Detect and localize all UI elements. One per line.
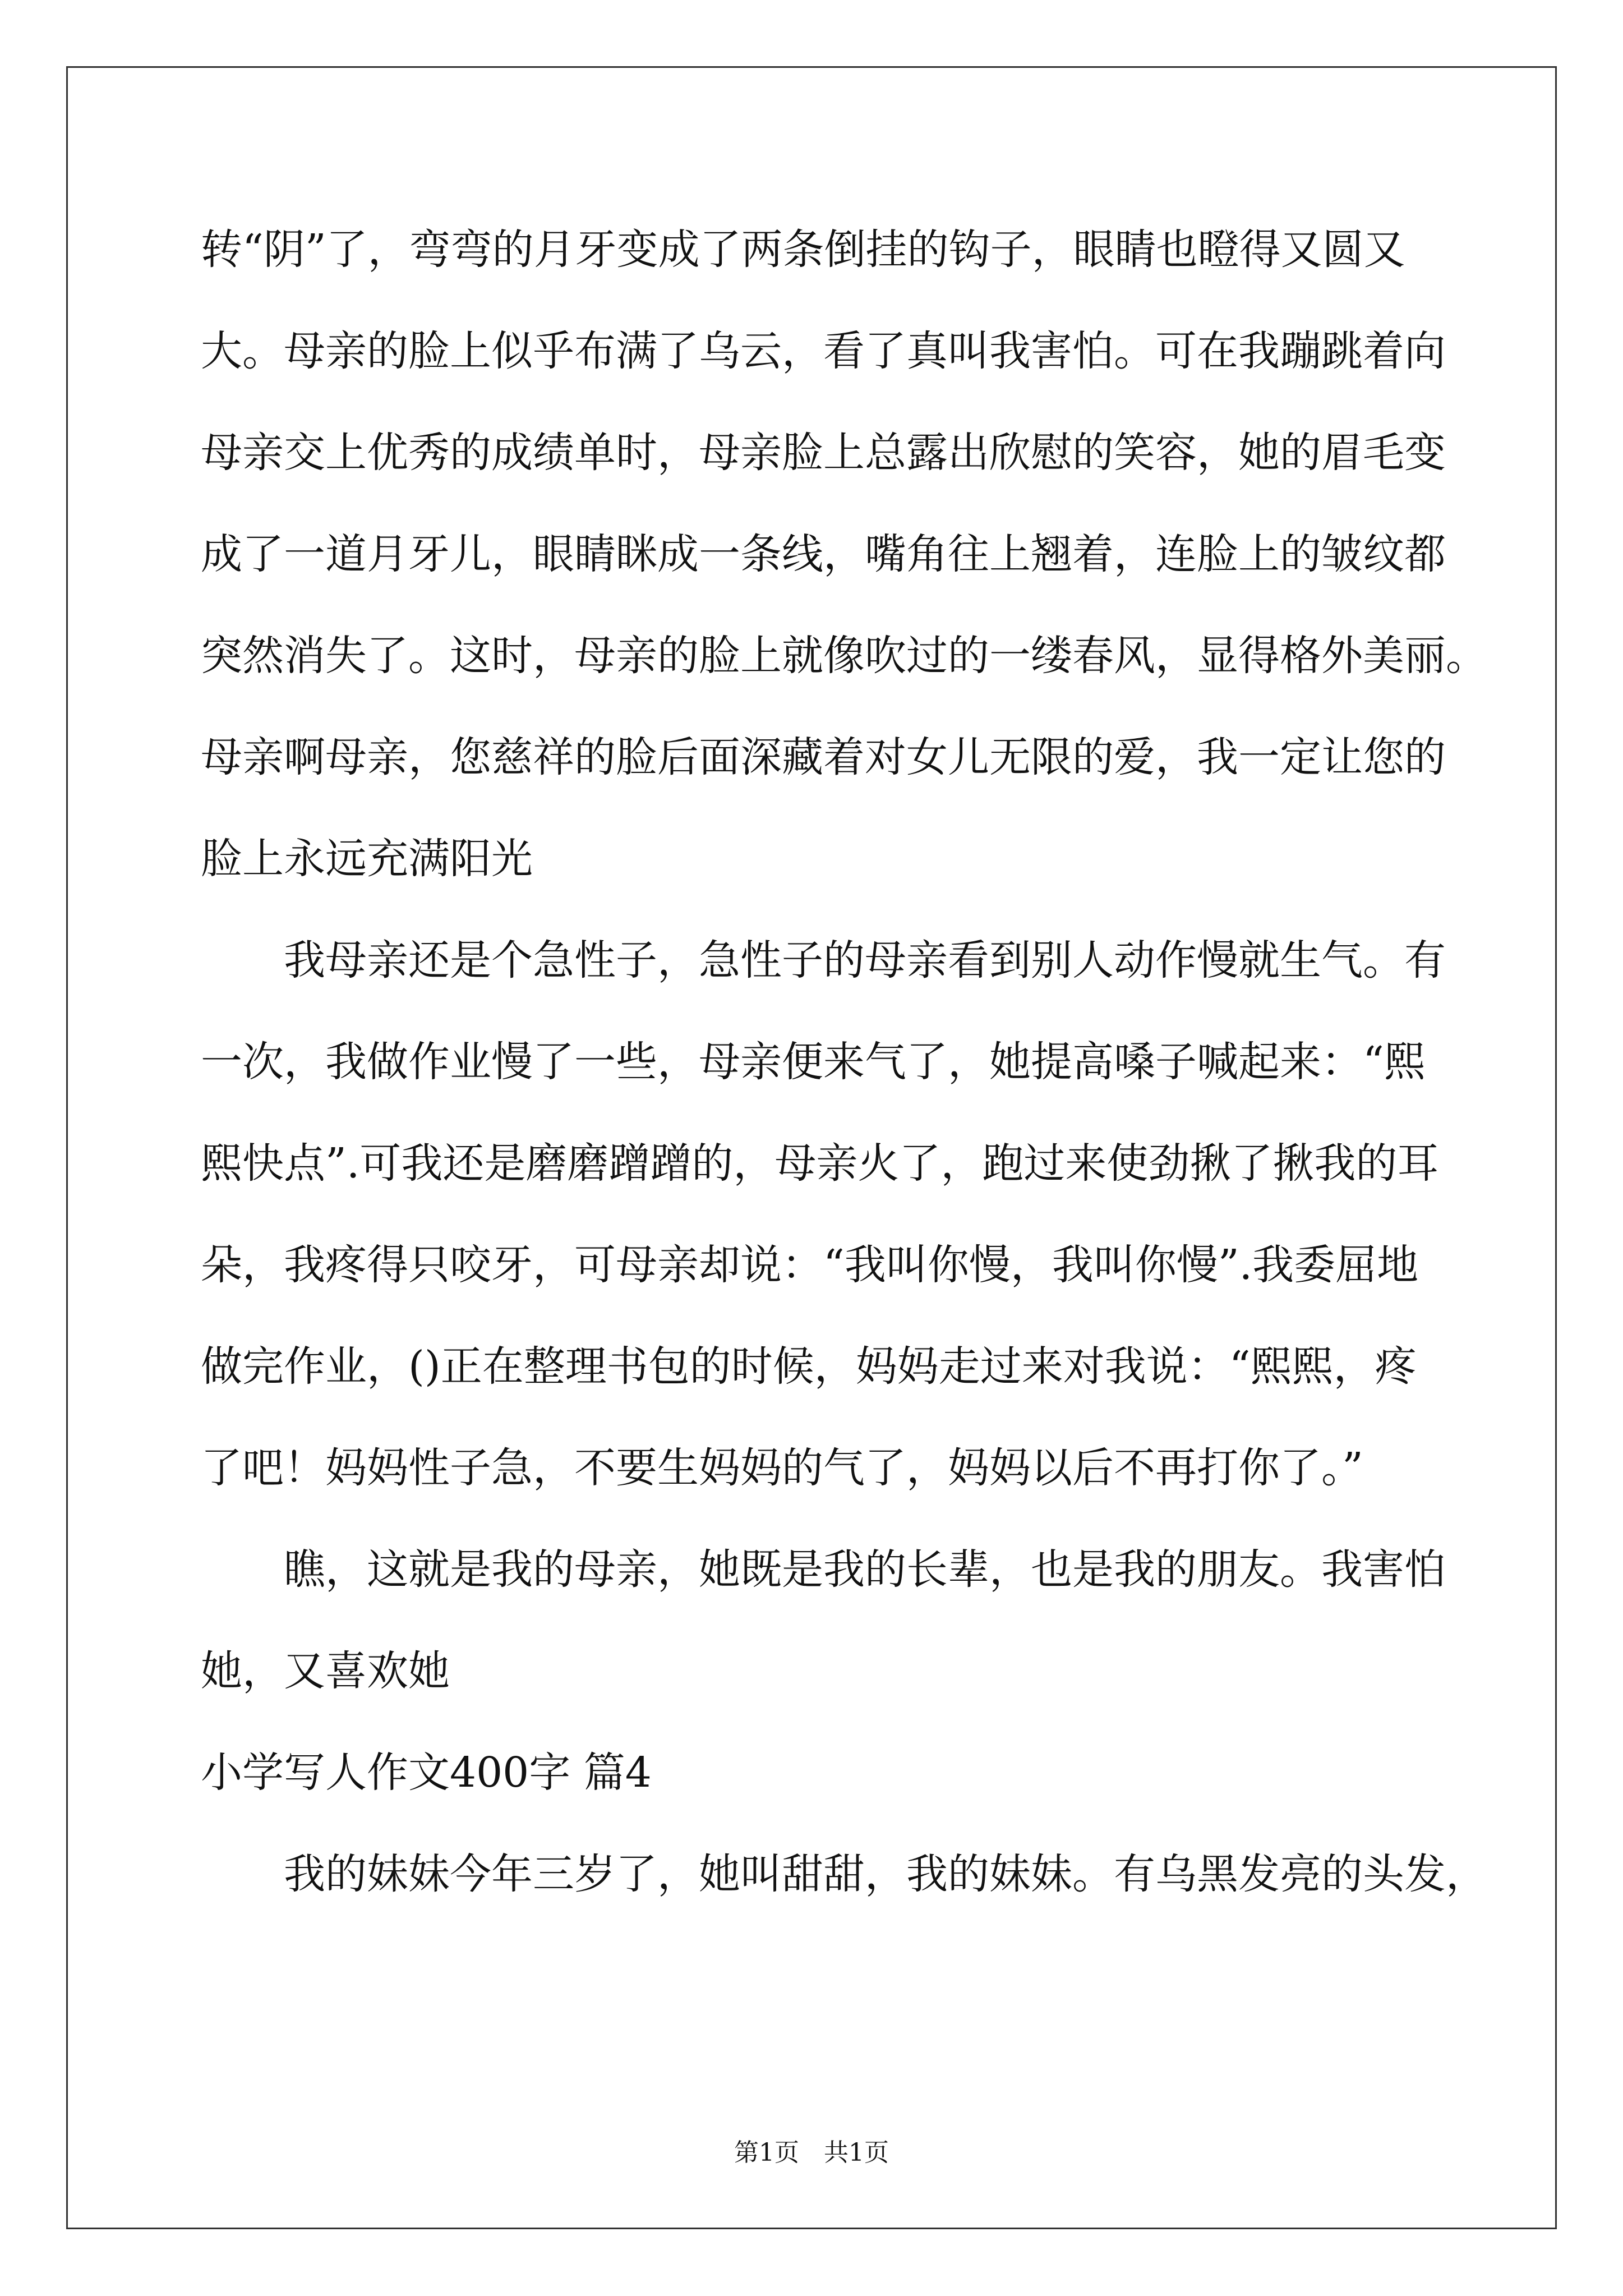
page-number-footer: 第1页 共1页 bbox=[734, 2138, 889, 2167]
paragraph-start-line: 瞧，这就是我的母亲，她既是我的长辈，也是我的朋友。我害怕 bbox=[284, 1545, 1446, 1594]
text-line: 转“阴”了，弯弯的月牙变成了两条倒挂的钩子，眼睛也瞪得又圆又 bbox=[201, 226, 1405, 274]
paragraph-start-line: 我母亲还是个急性子，急性子的母亲看到别人动作慢就生气。有 bbox=[284, 936, 1446, 984]
text-line: 朵，我疼得只咬牙，可母亲却说：“我叫你慢，我叫你慢”.我委屈地 bbox=[201, 1241, 1419, 1289]
text-line: 成了一道月牙儿，眼睛眯成一条线，嘴角往上翘着，连脸上的皱纹都 bbox=[201, 530, 1446, 578]
paragraph-start-line: 我的妹妹今年三岁了，她叫甜甜，我的妹妹。有乌黑发亮的头发， bbox=[284, 1850, 1487, 1898]
text-line: 熙快点”.可我还是磨磨蹭蹭的，母亲火了，跑过来使劲揪了揪我的耳 bbox=[201, 1139, 1439, 1188]
section-heading: 小学写人作文400字 篇4 bbox=[201, 1749, 652, 1797]
text-line: 母亲啊母亲，您慈祥的脸后面深藏着对女儿无限的爱，我一定让您的 bbox=[201, 733, 1446, 781]
text-line: 做完作业，()正在整理书包的时候，妈妈走过来对我说：“熙熙，疼 bbox=[201, 1342, 1417, 1391]
text-line: 她，又喜欢她 bbox=[201, 1647, 450, 1695]
text-line: 大。母亲的脸上似乎布满了乌云，看了真叫我害怕。可在我蹦跳着向 bbox=[201, 327, 1446, 375]
text-line: 突然消失了。这时，母亲的脸上就像吹过的一缕春风，显得格外美丽。 bbox=[201, 632, 1487, 680]
text-line: 了吧！妈妈性子急，不要生妈妈的气了，妈妈以后不再打你了。” bbox=[201, 1444, 1363, 1492]
text-line: 一次，我做作业慢了一些，母亲便来气了，她提高嗓子喊起来：“熙 bbox=[201, 1038, 1426, 1086]
document-body bbox=[201, 0, 1487, 2076]
text-line: 脸上永远充满阳光 bbox=[201, 835, 533, 883]
text-line: 母亲交上优秀的成绩单时，母亲脸上总露出欣慰的笑容，她的眉毛变 bbox=[201, 429, 1446, 477]
